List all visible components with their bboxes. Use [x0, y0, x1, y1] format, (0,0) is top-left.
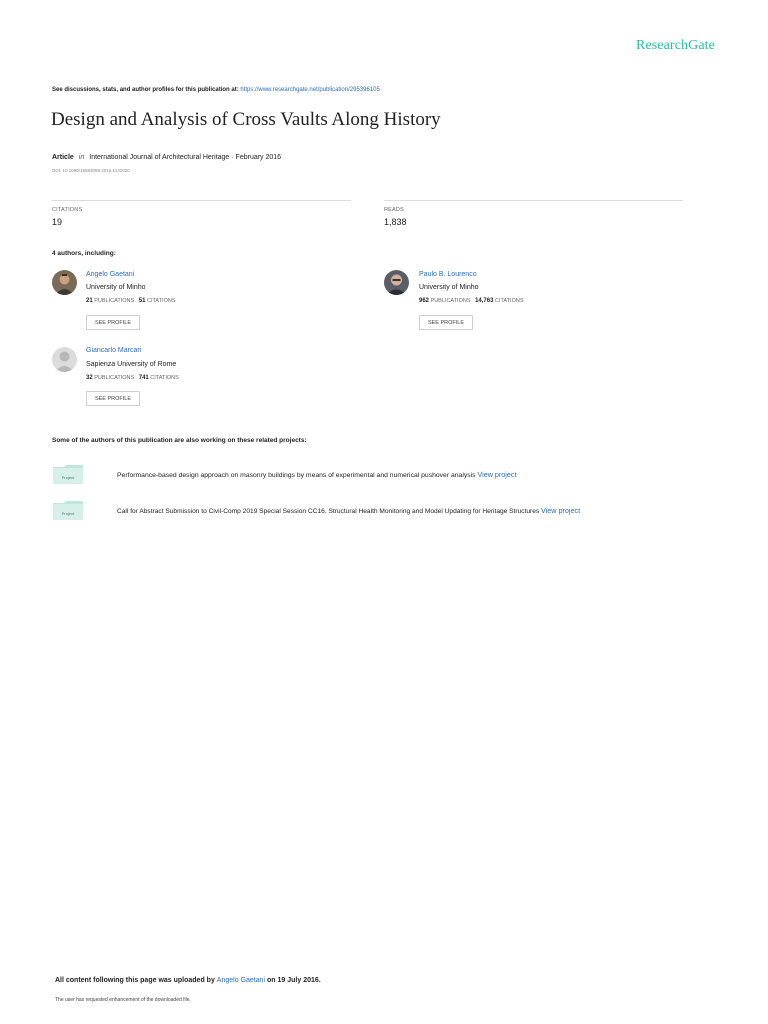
author-publications-count: 962	[419, 298, 430, 304]
author-avatar-paulo-lourenco[interactable]	[384, 270, 409, 295]
author-photo-icon	[52, 270, 77, 295]
see-profile-button[interactable]: SEE PROFILE	[419, 315, 473, 330]
project-icon-label: Project	[61, 475, 75, 480]
article-venue: International Journal of Architectural Heritage · February 2016	[89, 154, 282, 161]
see-profile-button[interactable]: SEE PROFILE	[86, 391, 140, 406]
article-in: in	[78, 154, 85, 161]
author-institution: Sapienza University of Rome	[86, 361, 177, 368]
reads-count: 1,838	[384, 217, 407, 227]
author-photo-icon	[384, 270, 409, 295]
upload-info	[55, 977, 321, 984]
author-citations-count: 51	[138, 298, 146, 304]
see-profile-button[interactable]: SEE PROFILE	[86, 315, 140, 330]
author-name-link[interactable]: Giancarlo Marcari	[86, 347, 142, 354]
project-icon-label: Project	[61, 511, 75, 516]
uploader-link[interactable]: Angelo Gaetani	[216, 977, 266, 984]
citations-label: CITATIONS	[52, 207, 83, 213]
upload-date: on 19 July 2016.	[267, 977, 321, 984]
project-item	[117, 470, 516, 479]
publication-url-link[interactable]: https://www.researchgate.net/publication/295396105	[240, 87, 380, 93]
projects-heading: Some of the authors of this publication are also working on these related projects:	[52, 437, 307, 444]
article-doi: DOI: 10.1080/15583058.2015.1132020	[52, 168, 130, 173]
reads-divider	[384, 200, 683, 201]
discussions-line	[52, 87, 380, 93]
author-citations-label: CITATIONS	[146, 298, 176, 304]
upload-prefix: All content following this page was uploaded by	[55, 977, 215, 984]
project-item	[117, 506, 580, 515]
author-citations-label: CITATIONS	[150, 375, 179, 381]
article-type: Article	[52, 154, 74, 161]
author-avatar-angelo-gaetani[interactable]	[52, 270, 77, 295]
enhancement-note: The user has requested enhancement of the downloaded file.	[55, 997, 191, 1003]
researchgate-logo[interactable]: ResearchGate	[636, 38, 715, 53]
project-title: Performance-based design approach on masonry buildings by means of experimental and numerical pushover analysis	[117, 472, 476, 479]
author-institution: University of Minho	[86, 284, 146, 291]
project-folder-icon	[53, 465, 83, 484]
view-project-link[interactable]: View project	[541, 506, 581, 515]
default-avatar-icon	[52, 347, 77, 372]
author-name-link[interactable]: Angelo Gaetani	[86, 271, 135, 278]
discussions-prefix: See discussions, stats, and author profiles for this publication at:	[52, 87, 239, 93]
author-stats	[86, 375, 179, 381]
project-folder-icon	[53, 501, 83, 520]
view-project-link[interactable]: View project	[477, 470, 517, 479]
author-stats	[419, 298, 524, 304]
author-name-link[interactable]: Paulo B. Lourenco	[419, 271, 477, 278]
author-citations-count: 741	[138, 375, 149, 381]
author-institution: University of Minho	[419, 284, 479, 291]
reads-label: READS	[384, 207, 404, 213]
author-citations-count: 14,763	[475, 298, 494, 304]
author-publications-label: PUBLICATIONS	[94, 298, 135, 304]
publication-title: Design and Analysis of Cross Vaults Along History	[51, 109, 441, 130]
authors-heading: 4 authors, including:	[52, 250, 116, 257]
author-publications-count: 32	[86, 375, 93, 381]
article-info	[52, 154, 281, 161]
author-publications-label: PUBLICATIONS	[94, 375, 135, 381]
author-publications-count: 21	[86, 298, 93, 304]
citations-divider	[52, 200, 351, 201]
author-avatar-giancarlo-marcari[interactable]	[52, 347, 77, 372]
author-citations-label: CITATIONS	[494, 298, 524, 304]
author-stats	[86, 298, 176, 304]
author-publications-label: PUBLICATIONS	[430, 298, 471, 304]
project-title: Call for Abstract Submission to Civil-Comp 2019 Special Session CC16. Structural Health Monitoring and Model Updating for Heritage Structures	[117, 508, 540, 515]
citations-count: 19	[52, 217, 63, 227]
